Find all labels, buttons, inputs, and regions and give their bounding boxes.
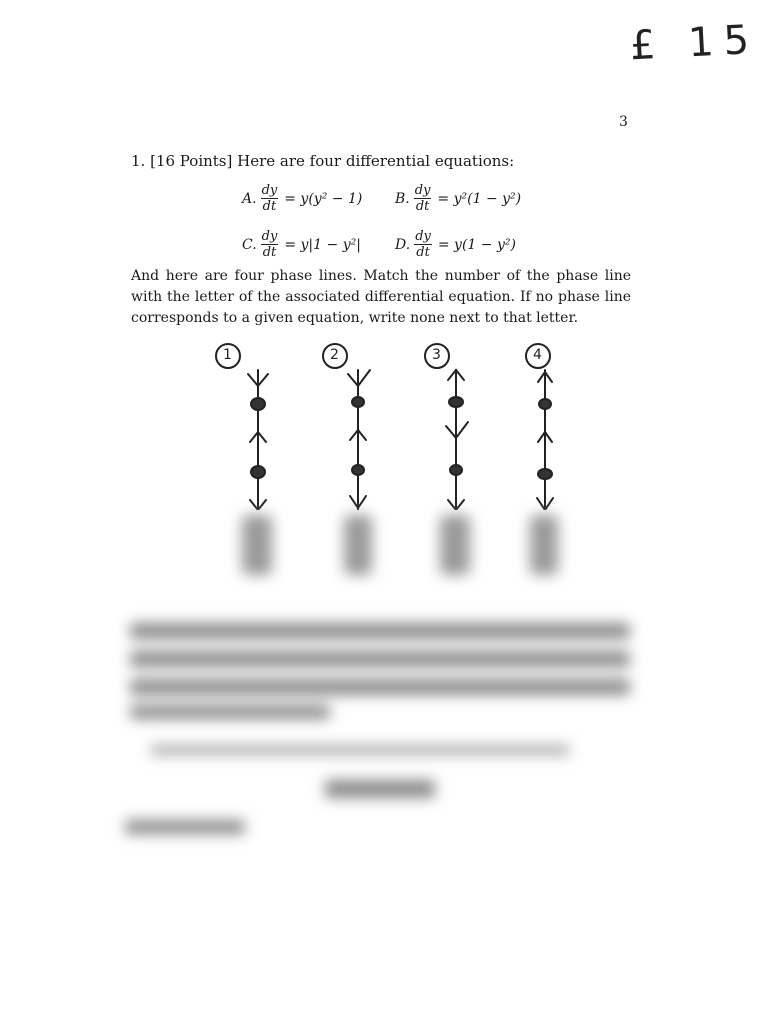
derivative-fraction: $\frac{dy}{dt}$: [261, 229, 278, 260]
label-circle-1: [216, 344, 240, 368]
label-circle-3: [425, 344, 449, 368]
equilibrium-point: [352, 465, 364, 475]
problem-heading: [131, 152, 514, 170]
label-circle-4: [526, 344, 550, 368]
equation-rhs: = y(1 − y²): [437, 236, 516, 253]
phase-line-1: [248, 370, 268, 510]
phase-line-label-1: 1: [223, 347, 232, 363]
derivative-fraction: $\frac{dy}{dt}$: [261, 183, 278, 214]
page-number: 3: [619, 114, 628, 130]
equation-a: [242, 183, 362, 214]
problem-points: [16 Points]: [150, 152, 233, 170]
equation-rhs: = y(y² − 1): [284, 190, 363, 207]
equilibrium-point: [251, 398, 265, 410]
phase-line-2: [348, 370, 370, 510]
phase-line-label-2: 2: [330, 347, 339, 363]
phase-line-3: [446, 370, 468, 510]
blurred-region: [0, 505, 784, 885]
label-circle-2: [323, 344, 347, 368]
equation-letter: A.: [242, 190, 257, 207]
derivative-fraction: $\frac{dy}{dt}$: [415, 229, 431, 260]
equilibrium-point: [449, 397, 463, 407]
grade-mark: £ 15: [628, 16, 761, 70]
equilibrium-point: [251, 466, 265, 478]
equation-letter: B.: [395, 190, 410, 207]
equilibrium-point: [352, 397, 364, 407]
equation-c: [242, 229, 361, 260]
equilibrium-point: [450, 465, 462, 475]
equilibrium-point: [538, 469, 552, 479]
derivative-fraction: $\frac{dy}{dt}$: [414, 183, 431, 214]
problem-prompt: Here are four differential equations:: [237, 152, 515, 170]
equation-d: [395, 229, 516, 260]
equation-b: [395, 183, 521, 214]
phase-lines-drawing: [0, 330, 784, 510]
equation-letter: C.: [242, 236, 257, 253]
phase-line-label-3: 3: [432, 347, 441, 363]
problem-number: 1.: [131, 152, 146, 170]
equilibrium-point: [539, 399, 551, 409]
equation-letter: D.: [395, 236, 411, 253]
instructions-paragraph: And here are four phase lines. Match the number of the phase line with the letter of the associated differential equation. If no phase line corresponds to a given equation, write none next to that letter.: [131, 268, 631, 326]
phase-line-label-4: 4: [533, 347, 542, 363]
equation-rhs: = y²(1 − y²): [437, 190, 522, 207]
phase-line-4: [537, 370, 553, 510]
equation-rhs: = y|1 − y²|: [284, 236, 361, 253]
